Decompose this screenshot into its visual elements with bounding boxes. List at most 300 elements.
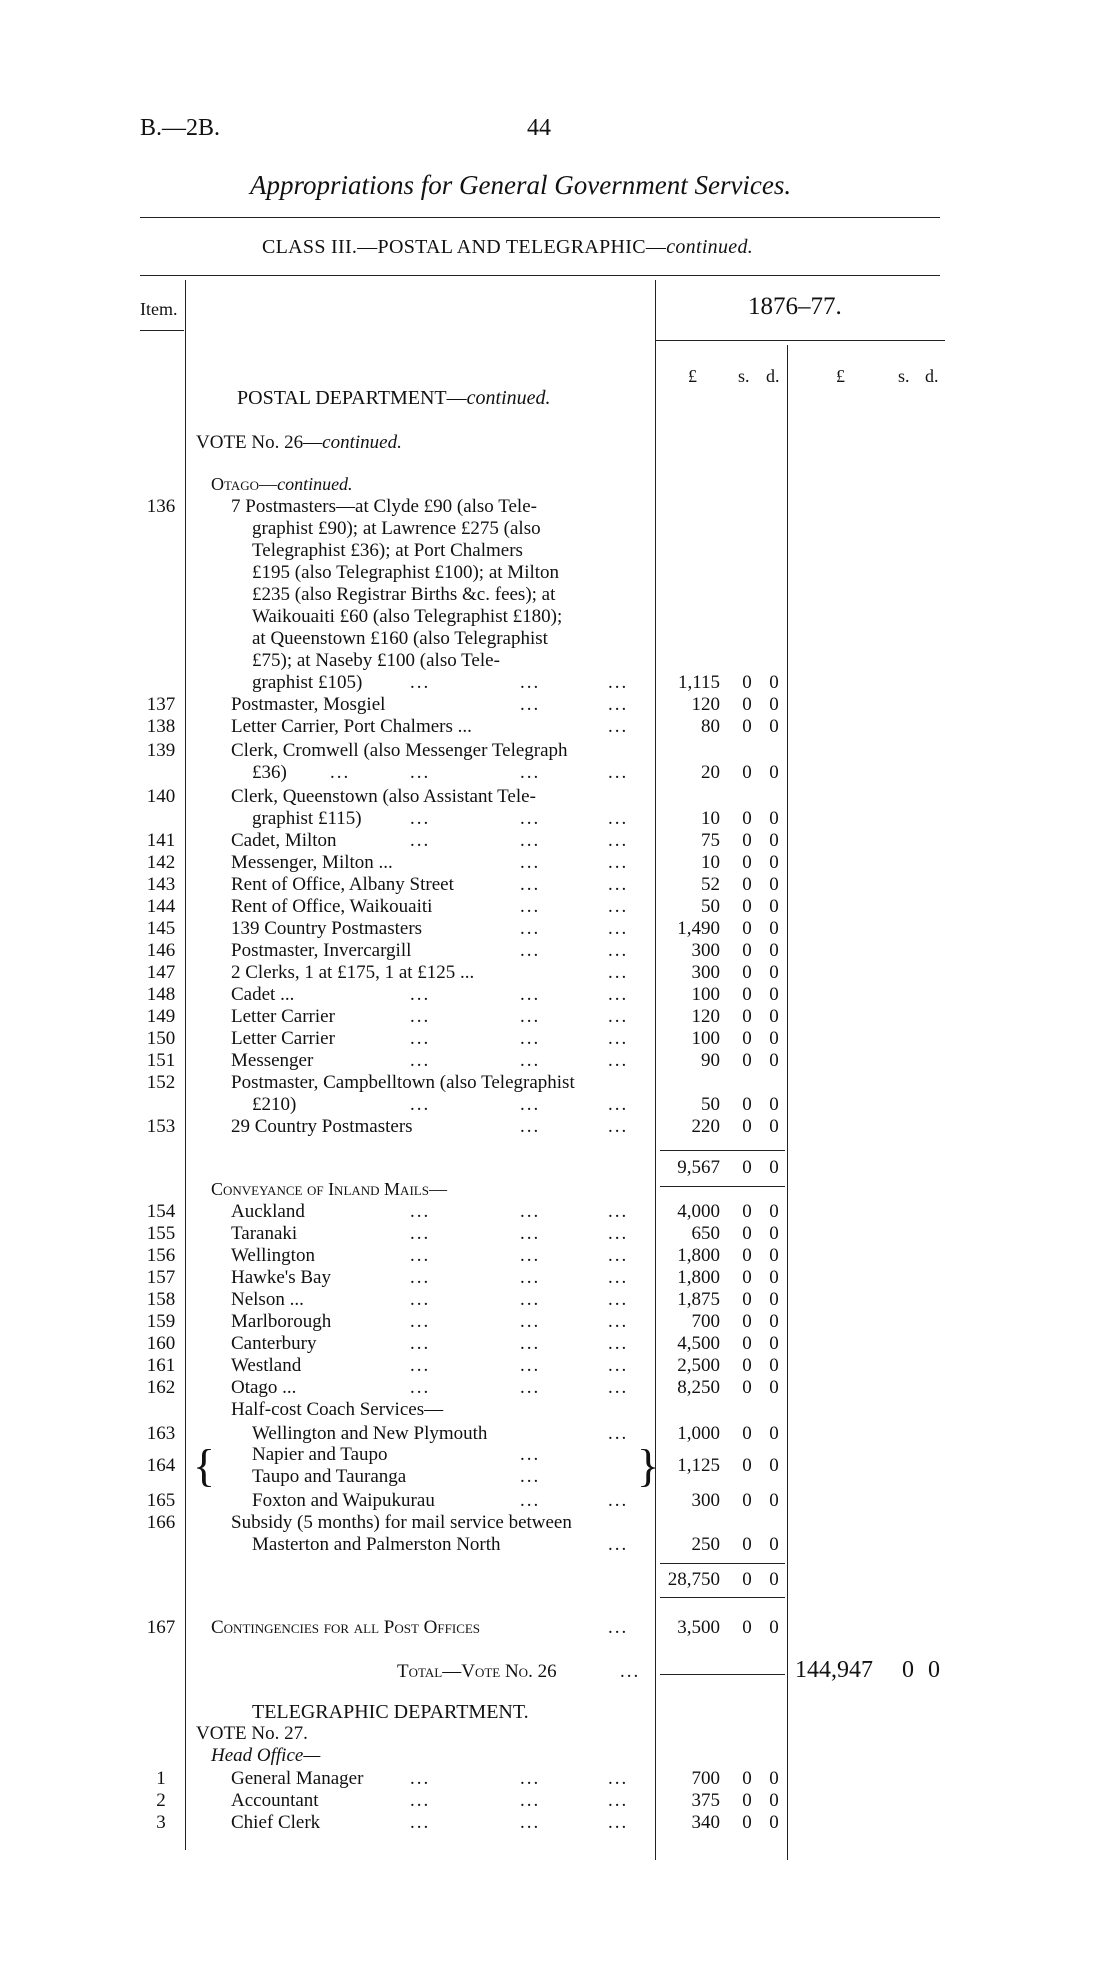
leader-dots: ... [608, 808, 629, 829]
amount-shillings: 0 [742, 940, 752, 961]
total-shillings: 0 [902, 1657, 914, 1683]
leader-dots: ... [410, 1245, 431, 1266]
subtotal-rule [660, 1150, 785, 1151]
amount-pounds: 2,500 [677, 1355, 720, 1376]
leader-dots: ... [608, 672, 629, 693]
halfcost-heading: Half-cost Coach Services— [231, 1399, 444, 1420]
amount-shillings: 0 [742, 1028, 752, 1049]
leader-dots: ... [520, 1245, 541, 1266]
table-row [0, 1245, 1114, 1267]
item-description: General Manager [231, 1768, 364, 1789]
item-number: 1 [156, 1768, 166, 1789]
item-number: 150 [146, 1028, 176, 1049]
item-number: 152 [146, 1072, 176, 1093]
table-row [0, 1768, 1114, 1790]
item-number: 160 [146, 1333, 176, 1354]
item-number: 167 [146, 1617, 176, 1638]
item-number: 161 [146, 1355, 176, 1376]
leader-dots: ... [608, 1201, 629, 1222]
item-number: 163 [146, 1423, 176, 1444]
table-row [0, 808, 1114, 830]
leader-dots: ... [520, 1790, 541, 1811]
leader-dots: ... [410, 1289, 431, 1310]
amount-pounds: 1,115 [677, 672, 720, 693]
item-description-line: £210) [252, 1094, 297, 1115]
amount-pounds: 3,500 [677, 1617, 720, 1638]
rule-top [140, 217, 940, 218]
leader-dots: ... [608, 1333, 629, 1354]
leader-dots: ... [520, 1490, 541, 1511]
leader-dots: ... [608, 716, 629, 737]
amount-shillings: 0 [742, 1790, 752, 1811]
amount-pence: 0 [769, 1617, 779, 1638]
telegraphic-heading: TELEGRAPHIC DEPARTMENT. [252, 1701, 529, 1723]
leader-dots: ... [520, 984, 541, 1005]
leader-dots: ... [608, 1028, 629, 1049]
amount-pounds: 50 [701, 896, 720, 917]
amount-pounds: 52 [701, 874, 720, 895]
leader-dots: ... [608, 1617, 629, 1638]
col-pence-1: d. [766, 366, 780, 386]
item-number: 144 [146, 896, 176, 917]
subtotal-pounds: 9,567 [677, 1157, 720, 1178]
amount-shillings: 0 [742, 1223, 752, 1244]
amount-pounds: 300 [691, 1490, 720, 1511]
amount-shillings: 0 [742, 1812, 752, 1833]
amount-pence: 0 [769, 1812, 779, 1833]
item-description: Westland [231, 1355, 302, 1376]
vote-heading [196, 432, 402, 454]
subtotal-pounds: 28,750 [667, 1569, 720, 1590]
amount-pounds: 50 [701, 1094, 720, 1115]
item-number: 165 [146, 1490, 176, 1511]
item-number: 156 [146, 1245, 176, 1266]
amount-pence: 0 [769, 1028, 779, 1049]
amount-shillings: 0 [742, 962, 752, 983]
total-rule [660, 1674, 785, 1675]
item-description-line: Telegraphist £36); at Port Chalmers [252, 540, 523, 561]
amount-shillings: 0 [742, 1377, 752, 1398]
page-reference: B.—2B. [140, 115, 221, 141]
col-pence-2: d. [925, 366, 939, 386]
leader-dots: ... [410, 1790, 431, 1811]
leader-dots: ... [520, 918, 541, 939]
amount-pounds: 90 [701, 1050, 720, 1071]
amount-pounds: 1,800 [677, 1267, 720, 1288]
table-row [0, 1512, 1114, 1534]
otago-heading-continued: continued. [277, 474, 353, 494]
amount-shillings: 0 [742, 1534, 752, 1555]
leader-dots: ... [520, 1355, 541, 1376]
table-row [0, 1289, 1114, 1311]
leader-dots: ... [410, 1050, 431, 1071]
class-heading-continued: continued. [666, 236, 754, 258]
amount-shillings: 0 [742, 918, 752, 939]
leader-dots: ... [520, 874, 541, 895]
amount-pence: 0 [769, 808, 779, 829]
item-number: 162 [146, 1377, 176, 1398]
amount-shillings: 0 [742, 1355, 752, 1376]
leader-dots: ... [608, 1490, 629, 1511]
table-row [0, 1423, 1114, 1445]
amount-pence: 0 [769, 1490, 779, 1511]
amount-pounds: 100 [691, 1028, 720, 1049]
leader-dots: ... [520, 1466, 541, 1487]
amount-pence: 0 [769, 984, 779, 1005]
col-year-header: 1876–77. [748, 293, 842, 320]
amount-pence: 0 [769, 962, 779, 983]
telegraphic-vote: VOTE No. 27. [196, 1723, 308, 1744]
amount-shillings: 0 [742, 1094, 752, 1115]
total-row [0, 1661, 1114, 1683]
table-row [0, 962, 1114, 984]
table-row [0, 650, 1114, 672]
table-row [0, 940, 1114, 962]
item-description-line: £195 (also Telegraphist £100); at Milton [252, 562, 560, 583]
class-heading-main: CLASS III.—POSTAL AND TELEGRAPHIC— [262, 236, 667, 258]
leader-dots: ... [608, 830, 629, 851]
postal-heading-main: POSTAL DEPARTMENT— [237, 387, 467, 409]
amount-pounds: 375 [691, 1790, 720, 1811]
table-row [0, 1399, 1114, 1421]
table-row [0, 1490, 1114, 1512]
item-number: 140 [146, 786, 176, 807]
amount-shillings: 0 [742, 762, 752, 783]
amount-pence: 0 [769, 1377, 779, 1398]
item-description-line: £235 (also Registrar Births &c. fees); at [252, 584, 556, 605]
item-number: 139 [146, 740, 176, 761]
leader-dots: ... [520, 1377, 541, 1398]
amount-pounds: 100 [691, 984, 720, 1005]
leader-dots: ... [520, 1006, 541, 1027]
leader-dots: ... [608, 1050, 629, 1071]
item-description: Letter Carrier [231, 1006, 335, 1027]
amount-pence: 0 [769, 1006, 779, 1027]
item-description: Letter Carrier [231, 1028, 335, 1049]
leader-dots: ... [608, 1790, 629, 1811]
item-description: 2 Clerks, 1 at £175, 1 at £125 ... [231, 962, 475, 983]
amount-shillings: 0 [742, 830, 752, 851]
item-description: Hawke's Bay [231, 1267, 331, 1288]
item-number: 137 [146, 694, 176, 715]
leader-dots: ... [608, 852, 629, 873]
table-row [0, 606, 1114, 628]
col-item-header: Item. [140, 299, 178, 319]
amount-shillings: 0 [742, 1311, 752, 1332]
amount-pounds: 10 [701, 852, 720, 873]
amount-pounds: 250 [691, 1534, 720, 1555]
amount-shillings: 0 [742, 1006, 752, 1027]
leader-dots: ... [608, 694, 629, 715]
item-number: 2 [156, 1790, 166, 1811]
item-number: 154 [146, 1201, 176, 1222]
item-number: 146 [146, 940, 176, 961]
item-number: 157 [146, 1267, 176, 1288]
amount-pence: 0 [769, 672, 779, 693]
amount-pence: 0 [769, 694, 779, 715]
leader-dots: ... [608, 1094, 629, 1115]
page-number: 44 [527, 115, 551, 141]
leader-dots: ... [520, 1289, 541, 1310]
leader-dots: ... [608, 984, 629, 1005]
rule-class [140, 275, 940, 276]
item-description: Nelson ... [231, 1289, 304, 1310]
item-description-line: Masterton and Palmerston North [252, 1534, 501, 1555]
table-row [0, 830, 1114, 852]
leader-dots: ... [608, 762, 629, 783]
table-row [0, 1790, 1114, 1812]
table-row [0, 584, 1114, 606]
amount-pence: 0 [769, 896, 779, 917]
amount-shillings: 0 [742, 1289, 752, 1310]
amount-pence: 0 [769, 940, 779, 961]
leader-dots: ... [410, 1028, 431, 1049]
table-row [0, 1267, 1114, 1289]
amount-pounds: 4,500 [677, 1333, 720, 1354]
amount-shillings: 0 [742, 1617, 752, 1638]
leader-dots: ... [608, 1223, 629, 1244]
amount-pounds: 120 [691, 1006, 720, 1027]
amount-shillings: 0 [742, 716, 752, 737]
item-number: 147 [146, 962, 176, 983]
table-row [0, 1072, 1114, 1094]
leader-dots: ... [520, 1201, 541, 1222]
amount-pence: 0 [769, 1116, 779, 1137]
leader-dots: ... [608, 1116, 629, 1137]
amount-pounds: 8,250 [677, 1377, 720, 1398]
table-row [0, 740, 1114, 762]
leader-dots: ... [410, 1006, 431, 1027]
table-row [0, 896, 1114, 918]
leader-dots: ... [410, 1355, 431, 1376]
leader-dots: ... [520, 896, 541, 917]
amount-pence: 0 [769, 830, 779, 851]
col-shilling-2: s. [898, 366, 910, 386]
subtotal-rule [660, 1563, 785, 1564]
brace-right-icon: } [637, 1440, 660, 1491]
amount-shillings: 0 [742, 852, 752, 873]
item-description-line: £36) [252, 762, 287, 783]
amount-pence: 0 [769, 1455, 779, 1476]
brace-left-icon: { [193, 1440, 216, 1491]
col-shilling-1: s. [738, 366, 750, 386]
amount-shillings: 0 [742, 874, 752, 895]
item-description-line: graphist £115) [252, 808, 362, 829]
leader-dots: ... [520, 672, 541, 693]
item-description: Letter Carrier, Port Chalmers ... [231, 716, 472, 737]
rule-year-head [655, 340, 945, 341]
class-heading [262, 236, 753, 259]
item-description: Wellington and New Plymouth [252, 1423, 488, 1444]
amount-pence: 0 [769, 762, 779, 783]
amount-shillings: 0 [742, 1333, 752, 1354]
amount-pounds: 300 [691, 940, 720, 961]
leader-dots: ... [410, 984, 431, 1005]
leader-dots: ... [520, 1812, 541, 1833]
leader-dots: ... [608, 874, 629, 895]
amount-pounds: 80 [701, 716, 720, 737]
item-number: 141 [146, 830, 176, 851]
amount-pence: 0 [769, 918, 779, 939]
amount-pounds: 10 [701, 808, 720, 829]
leader-dots: ... [608, 940, 629, 961]
item-number: 159 [146, 1311, 176, 1332]
leader-dots: ... [608, 1377, 629, 1398]
item-number: 136 [146, 496, 176, 517]
vote-heading-main: VOTE No. 26— [196, 432, 323, 453]
amount-pounds: 700 [691, 1311, 720, 1332]
item-description: Foxton and Waipukurau [252, 1490, 435, 1511]
item-description: Auckland [231, 1201, 305, 1222]
amount-pence: 0 [769, 1333, 779, 1354]
amount-pounds: 1,125 [677, 1455, 720, 1476]
subtotal-shillings: 0 [742, 1569, 752, 1590]
table-row [0, 1028, 1114, 1050]
item-description: Postmaster, Invercargill [231, 940, 412, 961]
item-number: 164 [146, 1455, 176, 1476]
leader-dots: ... [410, 1094, 431, 1115]
table-row [0, 984, 1114, 1006]
amount-pounds: 300 [691, 962, 720, 983]
leader-dots: ... [410, 1377, 431, 1398]
leader-dots: ... [520, 762, 541, 783]
item-number: 153 [146, 1116, 176, 1137]
amount-pence: 0 [769, 1094, 779, 1115]
leader-dots: ... [620, 1661, 641, 1682]
subtotal-row [0, 1569, 1114, 1591]
table-row [0, 1201, 1114, 1223]
leader-dots: ... [410, 1223, 431, 1244]
amount-shillings: 0 [742, 672, 752, 693]
table-row [0, 1050, 1114, 1072]
leader-dots: ... [330, 762, 351, 783]
leader-dots: ... [410, 808, 431, 829]
item-description-line: Napier and Taupo [252, 1444, 388, 1465]
page-title: Appropriations for General Government Services. [250, 170, 792, 200]
amount-pence: 0 [769, 1423, 779, 1444]
leader-dots: ... [410, 1201, 431, 1222]
item-description-line: graphist £105) [252, 672, 363, 693]
item-description: Marlborough [231, 1311, 332, 1332]
item-description: 29 Country Postmasters [231, 1116, 413, 1137]
item-description-line: Clerk, Cromwell (also Messenger Telegraph [231, 740, 568, 761]
item-description-line: graphist £90); at Lawrence £275 (also [252, 518, 541, 539]
amount-pence: 0 [769, 1201, 779, 1222]
table-row [0, 874, 1114, 896]
item-number: 148 [146, 984, 176, 1005]
postal-heading-continued: continued. [466, 387, 551, 409]
leader-dots: ... [410, 830, 431, 851]
subtotal-shillings: 0 [742, 1157, 752, 1178]
table-row [0, 1116, 1114, 1138]
amount-pounds: 1,800 [677, 1245, 720, 1266]
table-row [0, 852, 1114, 874]
amount-pence: 0 [769, 852, 779, 873]
rule-item-head [140, 330, 184, 331]
total-pounds: 144,947 [795, 1657, 873, 1683]
total-label: Total—Vote No. 26 [397, 1661, 557, 1682]
table-row [0, 1311, 1114, 1333]
leader-dots: ... [410, 1311, 431, 1332]
table-row [0, 1466, 1114, 1488]
amount-pounds: 1,490 [677, 918, 720, 939]
item-number: 158 [146, 1289, 176, 1310]
amount-pence: 0 [769, 1534, 779, 1555]
item-description: Wellington [231, 1245, 315, 1266]
amount-shillings: 0 [742, 1201, 752, 1222]
item-description: Rent of Office, Waikouaiti [231, 896, 433, 917]
table-row [0, 540, 1114, 562]
amount-shillings: 0 [742, 1423, 752, 1444]
amount-pence: 0 [769, 1267, 779, 1288]
item-description: Chief Clerk [231, 1812, 321, 1833]
subtotal-rule [660, 1597, 785, 1598]
leader-dots: ... [520, 1116, 541, 1137]
leader-dots: ... [520, 1028, 541, 1049]
leader-dots: ... [520, 1223, 541, 1244]
amount-pence: 0 [769, 1355, 779, 1376]
amount-pounds: 75 [701, 830, 720, 851]
col-pound-2: £ [836, 366, 845, 386]
amount-shillings: 0 [742, 1116, 752, 1137]
item-number: 143 [146, 874, 176, 895]
leader-dots: ... [520, 1311, 541, 1332]
item-description-line: £75); at Naseby £100 (also Tele- [252, 650, 500, 671]
amount-pounds: 4,000 [677, 1201, 720, 1222]
item-description-line: at Queenstown £160 (also Telegraphist [252, 628, 548, 649]
amount-pence: 0 [769, 716, 779, 737]
amount-pounds: 120 [691, 694, 720, 715]
table-row [0, 1534, 1114, 1556]
postal-heading [237, 387, 551, 410]
col-pound-1: £ [688, 366, 697, 386]
leader-dots: ... [520, 1333, 541, 1354]
item-description: Taranaki [231, 1223, 298, 1244]
leader-dots: ... [520, 852, 541, 873]
leader-dots: ... [520, 1444, 541, 1465]
item-description-line: Postmaster, Campbelltown (also Telegraphist [231, 1072, 575, 1093]
leader-dots: ... [608, 1768, 629, 1789]
table-row [0, 628, 1114, 650]
amount-pounds: 220 [691, 1116, 720, 1137]
conveyance-heading: Conveyance of Inland Mails— [211, 1179, 447, 1199]
leader-dots: ... [520, 808, 541, 829]
item-number: 166 [146, 1512, 176, 1533]
amount-shillings: 0 [742, 1267, 752, 1288]
total-pence: 0 [928, 1657, 940, 1683]
table-row [0, 716, 1114, 738]
item-description: Postmaster, Mosgiel [231, 694, 386, 715]
otago-heading [211, 474, 353, 495]
item-number: 142 [146, 852, 176, 873]
amount-shillings: 0 [742, 1050, 752, 1071]
table-row [0, 1223, 1114, 1245]
item-description: Cadet, Milton [231, 830, 337, 851]
leader-dots: ... [520, 1768, 541, 1789]
table-row [0, 1006, 1114, 1028]
amount-pence: 0 [769, 1245, 779, 1266]
leader-dots: ... [520, 1050, 541, 1071]
leader-dots: ... [608, 896, 629, 917]
head-office-heading: Head Office— [211, 1745, 321, 1766]
leader-dots: ... [608, 1534, 629, 1555]
amount-pounds: 650 [691, 1223, 720, 1244]
leader-dots: ... [608, 1245, 629, 1266]
leader-dots: ... [520, 1267, 541, 1288]
leader-dots: ... [520, 694, 541, 715]
amount-pence: 0 [769, 1311, 779, 1332]
amount-pence: 0 [769, 1289, 779, 1310]
